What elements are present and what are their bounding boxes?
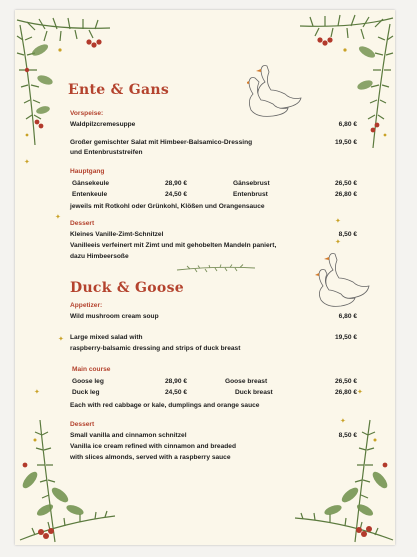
menu-item-price: 26,80 €: [335, 389, 357, 396]
menu-page: [15, 10, 395, 545]
menu-item-name: Waldpilzcremesuppe: [70, 121, 136, 128]
menu-item-price: 26,50 €: [335, 378, 357, 385]
menu-item-name: Großer gemischter Salat mit Himbeer-Balsamico-Dressing: [70, 139, 253, 146]
section-heading-starter: Vorspeise:: [70, 110, 104, 117]
menu-item-price: 24,50 €: [165, 191, 187, 198]
menu-item-price: 26,50 €: [335, 180, 357, 187]
pine-sprig-divider-icon: [175, 263, 257, 275]
section-heading-starter: Appetizer:: [70, 302, 103, 309]
menu-item-price: 8,50 €: [338, 231, 357, 238]
menu-item-description: jeweils mit Rotkohl oder Grünkohl, Klößen und Orangensauce: [70, 203, 265, 210]
menu-item-description: Vanilla ice cream refined with cinnamon and breaded: [70, 443, 236, 450]
menu-item-name: Entenbrust: [233, 191, 268, 198]
menu-item-price: 6,80 €: [338, 121, 357, 128]
pine-branch-bottom-right-icon: [275, 410, 395, 545]
star-icon: ✦: [58, 336, 64, 343]
menu-item-name: Gänsebrust: [233, 180, 270, 187]
star-icon: ✦: [335, 239, 341, 246]
star-icon: ✦: [335, 218, 341, 225]
menu-item-name: Duck breast: [235, 389, 273, 396]
menu-item-price: 6,80 €: [338, 313, 357, 320]
menu-item-price: 19,50 €: [335, 139, 357, 146]
star-icon: ✦: [34, 389, 40, 396]
section-heading-main: Main course: [72, 366, 111, 373]
menu-item-name: Goose leg: [72, 378, 104, 385]
section-heading-dessert: Dessert: [70, 421, 95, 428]
pine-branch-bottom-left-icon: [15, 410, 125, 545]
menu-item-description: Each with red cabbage or kale, dumplings and orange sauce: [70, 402, 260, 409]
section-heading-main: Hauptgang: [70, 168, 105, 175]
page-title-english: Duck & Goose: [70, 280, 184, 296]
goose-illustration-icon: [315, 248, 375, 310]
menu-item-description: raspberry-balsamic dressing and strips of duck breast: [70, 345, 241, 352]
menu-item-price: 8,50 €: [338, 432, 357, 439]
page-title: Ente & Gans: [68, 82, 169, 98]
section-heading-dessert: Dessert: [70, 220, 95, 227]
menu-item-name: Kleines Vanille-Zimt-Schnitzel: [70, 231, 164, 238]
star-icon: ✦: [55, 214, 61, 221]
menu-item-name: Goose breast: [225, 378, 268, 385]
goose-illustration-icon: [247, 58, 309, 120]
star-icon: ✦: [340, 418, 346, 425]
menu-item-description: dazu Himbeersoße: [70, 253, 129, 260]
menu-item-price: 28,90 €: [165, 378, 187, 385]
menu-item-price: 19,50 €: [335, 334, 357, 341]
star-icon: ✦: [24, 159, 30, 166]
menu-item-price: 24,50 €: [165, 389, 187, 396]
menu-item-description: und Entenbruststreifen: [70, 149, 143, 156]
menu-item-name: Large mixed salad with: [70, 334, 143, 341]
menu-item-name: Duck leg: [72, 389, 100, 396]
menu-item-price: 26,80 €: [335, 191, 357, 198]
menu-item-name: Entenkeule: [72, 191, 108, 198]
menu-item-name: Wild mushroom cream soup: [70, 313, 159, 320]
star-icon: ✦: [357, 389, 363, 396]
menu-item-description: with slices almonds, served with a raspberry sauce: [70, 454, 231, 461]
menu-item-description: Vanilleeis verfeinert mit Zimt und mit gehobelten Mandeln paniert,: [70, 242, 277, 249]
menu-item-name: Small vanilla and cinnamon schnitzel: [70, 432, 187, 439]
menu-item-price: 28,90 €: [165, 180, 187, 187]
menu-item-name: Gänsekeule: [72, 180, 110, 187]
pine-branch-top-left-icon: [15, 10, 125, 150]
